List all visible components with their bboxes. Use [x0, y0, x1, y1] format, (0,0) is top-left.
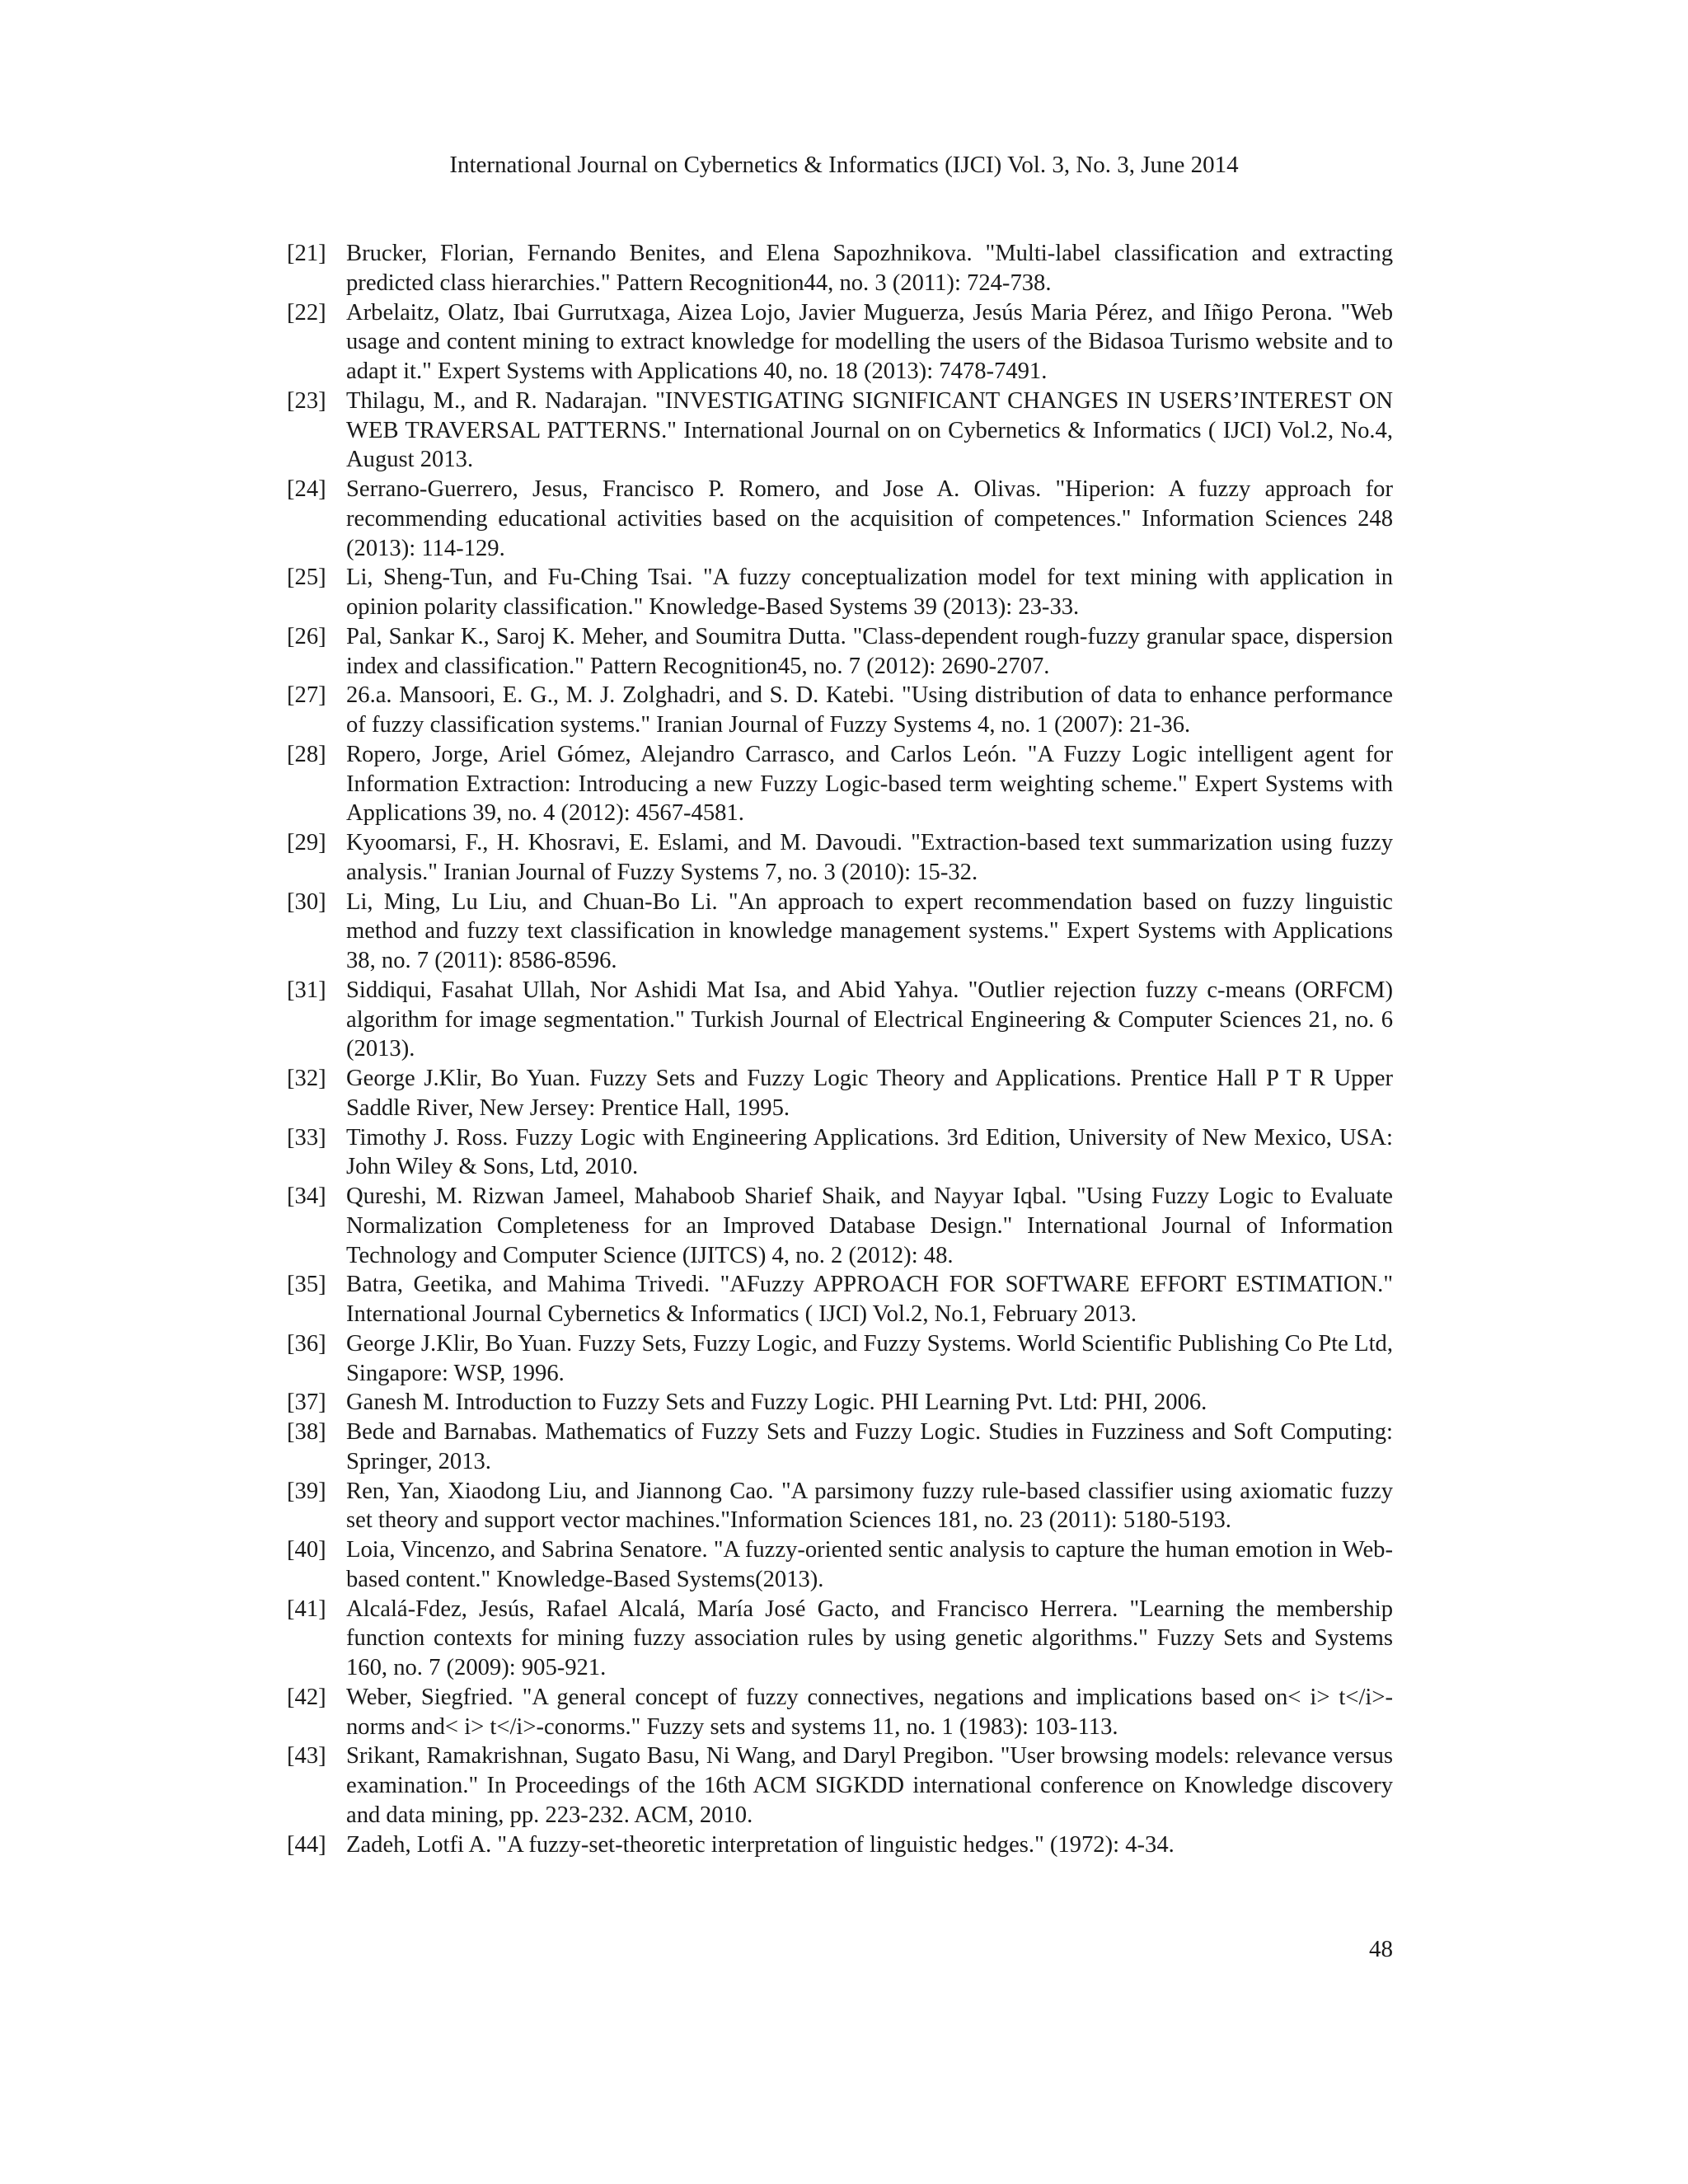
reference-item — [287, 563, 1393, 622]
reference-text: Loia, Vincenzo, and Sabrina Senatore. "A fuzzy-oriented sentic analysis to capture the human emotion in Web-based content." Knowledge-Based Systems(2013). — [346, 1537, 1393, 1592]
reference-item — [287, 1535, 1393, 1595]
reference-text: George J.Klir, Bo Yuan. Fuzzy Sets, Fuzzy Logic, and Fuzzy Systems. World Scientific Publishing Co Pte Ltd, Singapore: WSP, 1996. — [346, 1330, 1393, 1386]
reference-text: Brucker, Florian, Fernando Benites, and Elena Sapozhnikova. "Multi-label classification and extracting predicted class hierarchies." Pattern Recognition44, no. 3 (2011): 724-738. — [346, 241, 1393, 296]
reference-text: 26.a. Mansoori, E. G., M. J. Zolghadri, and S. D. Katebi. "Using distribution of data to enhance performance of fuzzy classification systems." Iranian Journal of Fuzzy Systems 4, no. 1 (2007): 21-36. — [346, 682, 1393, 738]
reference-list — [287, 239, 1393, 1859]
reference-text: Bede and Barnabas. Mathematics of Fuzzy Sets and Fuzzy Logic. Studies in Fuzziness and Soft Computing: Springer, 2013. — [346, 1419, 1393, 1474]
reference-item — [287, 888, 1393, 976]
reference-number: [33] — [287, 1124, 326, 1151]
reference-text: Pal, Sankar K., Saroj K. Meher, and Soumitra Dutta. "Class-dependent rough-fuzzy granular space, dispersion index and classification." Pattern Recognition45, no. 7 (2012): 2690-2707. — [346, 623, 1393, 679]
reference-number: [42] — [287, 1684, 326, 1710]
reference-number: [22] — [287, 299, 326, 326]
reference-item — [287, 1064, 1393, 1123]
reference-text: Arbelaitz, Olatz, Ibai Gurrutxaga, Aizea Lojo, Javier Muguerza, Jesús Maria Pérez, and Iñigo Perona. "Web usage and content mining to extract knowledge for modelling the users of the Bidasoa Turismo website and to adapt it." Expert Systems with Applications 40, no. 18 (2013): 7478-7491. — [346, 299, 1393, 384]
journal-header: International Journal on Cybernetics & Informatics (IJCI) Vol. 3, No. 3, June 2014 — [449, 152, 1239, 178]
reference-text: Thilagu, M., and R. Nadarajan. "INVESTIGATING SIGNIFICANT CHANGES IN USERS’INTEREST ON WEB TRAVERSAL PATTERNS." International Journal on on Cybernetics & Informatics ( IJCI) Vol.2, No.4, August 2013. — [346, 387, 1393, 473]
reference-item — [287, 239, 1393, 298]
reference-item — [287, 1418, 1393, 1477]
reference-number: [44] — [287, 1831, 326, 1858]
reference-number: [23] — [287, 387, 326, 414]
reference-item — [287, 1123, 1393, 1183]
reference-item — [287, 681, 1393, 740]
reference-number: [43] — [287, 1743, 326, 1769]
reference-number: [29] — [287, 830, 326, 855]
reference-number: [40] — [287, 1537, 326, 1563]
reference-item — [287, 387, 1393, 475]
reference-text: Li, Sheng-Tun, and Fu-Ching Tsai. "A fuzzy conceptualization model for text mining with application in opinion polarity classification." Knowledge-Based Systems 39 (2013): 23-33. — [346, 565, 1393, 620]
reference-number: [25] — [287, 565, 326, 591]
reference-item — [287, 1830, 1393, 1860]
reference-number: [27] — [287, 682, 326, 709]
reference-text: Batra, Geetika, and Mahima Trivedi. "AFuzzy APPROACH FOR SOFTWARE EFFORT ESTIMATION." International Journal Cybernetics & Informatics ( IJCI) Vol.2, No.1, February 2013. — [346, 1272, 1393, 1327]
reference-item — [287, 622, 1393, 682]
reference-text: Timothy J. Ross. Fuzzy Logic with Engineering Applications. 3rd Edition, University of New Mexico, USA: John Wiley & Sons, Ltd, 2010. — [346, 1124, 1393, 1180]
reference-number: [28] — [287, 741, 326, 767]
reference-number: [31] — [287, 977, 326, 1003]
reference-text: Zadeh, Lotfi A. "A fuzzy-set-theoretic interpretation of linguistic hedges." (1972): 4-34. — [346, 1831, 1175, 1858]
reference-item — [287, 740, 1393, 828]
reference-item — [287, 1270, 1393, 1329]
reference-text: Qureshi, M. Rizwan Jameel, Mahaboob Sharief Shaik, and Nayyar Iqbal. "Using Fuzzy Logic to Evaluate Normalization Completeness for an Improved Database Design." International Journal of Information Technology and Computer Science (IJITCS) 4, no. 2 (2012): 48. — [346, 1183, 1393, 1268]
reference-text: Alcalá-Fdez, Jesús, Rafael Alcalá, María José Gacto, and Francisco Herrera. "Learning the membership function contexts for mining fuzzy association rules by using genetic algorithms." Fuzzy Sets and Systems 160, no. 7 (2009): 905-921. — [346, 1596, 1393, 1680]
reference-number: [32] — [287, 1066, 326, 1091]
reference-number: [24] — [287, 476, 326, 502]
reference-item — [287, 1741, 1393, 1830]
reference-item — [287, 1388, 1393, 1418]
reference-item — [287, 1683, 1393, 1742]
reference-item — [287, 475, 1393, 563]
reference-number: [36] — [287, 1330, 326, 1357]
reference-number: [39] — [287, 1478, 326, 1504]
reference-text: Kyoomarsi, F., H. Khosravi, E. Eslami, and M. Davoudi. "Extraction-based text summarization using fuzzy analysis." Iranian Journal of Fuzzy Systems 7, no. 3 (2010): 15-32. — [346, 830, 1393, 885]
reference-number: [21] — [287, 241, 326, 266]
page-number: 48 — [1369, 1936, 1393, 1962]
reference-item — [287, 1595, 1393, 1683]
reference-number: [26] — [287, 623, 326, 649]
reference-text: Serrano-Guerrero, Jesus, Francisco P. Romero, and Jose A. Olivas. "Hiperion: A fuzzy approach for recommending educational activities based on the acquisition of competences." Information Sciences 248 (2013): 114-129. — [346, 476, 1393, 561]
reference-text: George J.Klir, Bo Yuan. Fuzzy Sets and Fuzzy Logic Theory and Applications. Prentice Hall P T R Upper Saddle River, New Jersey: Prentice Hall, 1995. — [346, 1066, 1393, 1121]
reference-number: [30] — [287, 888, 326, 915]
reference-item — [287, 298, 1393, 387]
reference-item — [287, 1182, 1393, 1270]
reference-number: [35] — [287, 1272, 326, 1298]
reference-item — [287, 828, 1393, 888]
reference-text: Siddiqui, Fasahat Ullah, Nor Ashidi Mat Isa, and Abid Yahya. "Outlier rejection fuzzy c-means (ORFCM) algorithm for image segmentation." Turkish Journal of Electrical Engineering & Computer Sciences 21, no. 6 (2013). — [346, 977, 1393, 1062]
reference-number: [38] — [287, 1419, 326, 1445]
reference-text: Ropero, Jorge, Ariel Gómez, Alejandro Carrasco, and Carlos León. "A Fuzzy Logic intelligent agent for Information Extraction: Introducing a new Fuzzy Logic-based term weighting scheme." Expert Systems with Applications 39, no. 4 (2012): 4567-4581. — [346, 741, 1393, 827]
reference-item — [287, 976, 1393, 1064]
reference-text: Li, Ming, Lu Liu, and Chuan-Bo Li. "An approach to expert recommendation based on fuzzy linguistic method and fuzzy text classification in knowledge management systems." Expert Systems with Applications 38, no. 7 (2011): 8586-8596. — [346, 888, 1393, 973]
reference-number: [41] — [287, 1596, 326, 1622]
reference-text: Weber, Siegfried. "A general concept of fuzzy connectives, negations and implications based on< i> t</i>-norms and< i> t</i>-conorms." Fuzzy sets and systems 11, no. 1 (1983): 103-113. — [346, 1684, 1393, 1740]
reference-item — [287, 1477, 1393, 1536]
reference-text: Srikant, Ramakrishnan, Sugato Basu, Ni Wang, and Daryl Pregibon. "User browsing models: relevance versus examination." In Proceedings of the 16th ACM SIGKDD international conference on Knowledge discovery and data mining, pp. 223-232. ACM, 2010. — [346, 1743, 1393, 1828]
reference-number: [37] — [287, 1390, 326, 1416]
reference-item — [287, 1329, 1393, 1389]
reference-text: Ren, Yan, Xiaodong Liu, and Jiannong Cao. "A parsimony fuzzy rule-based classifier using axiomatic fuzzy set theory and support vector machines."Information Sciences 181, no. 23 (2011): 5180-5193. — [346, 1478, 1393, 1534]
reference-text: Ganesh M. Introduction to Fuzzy Sets and Fuzzy Logic. PHI Learning Pvt. Ltd: PHI, 2006. — [346, 1390, 1207, 1416]
reference-number: [34] — [287, 1183, 326, 1209]
